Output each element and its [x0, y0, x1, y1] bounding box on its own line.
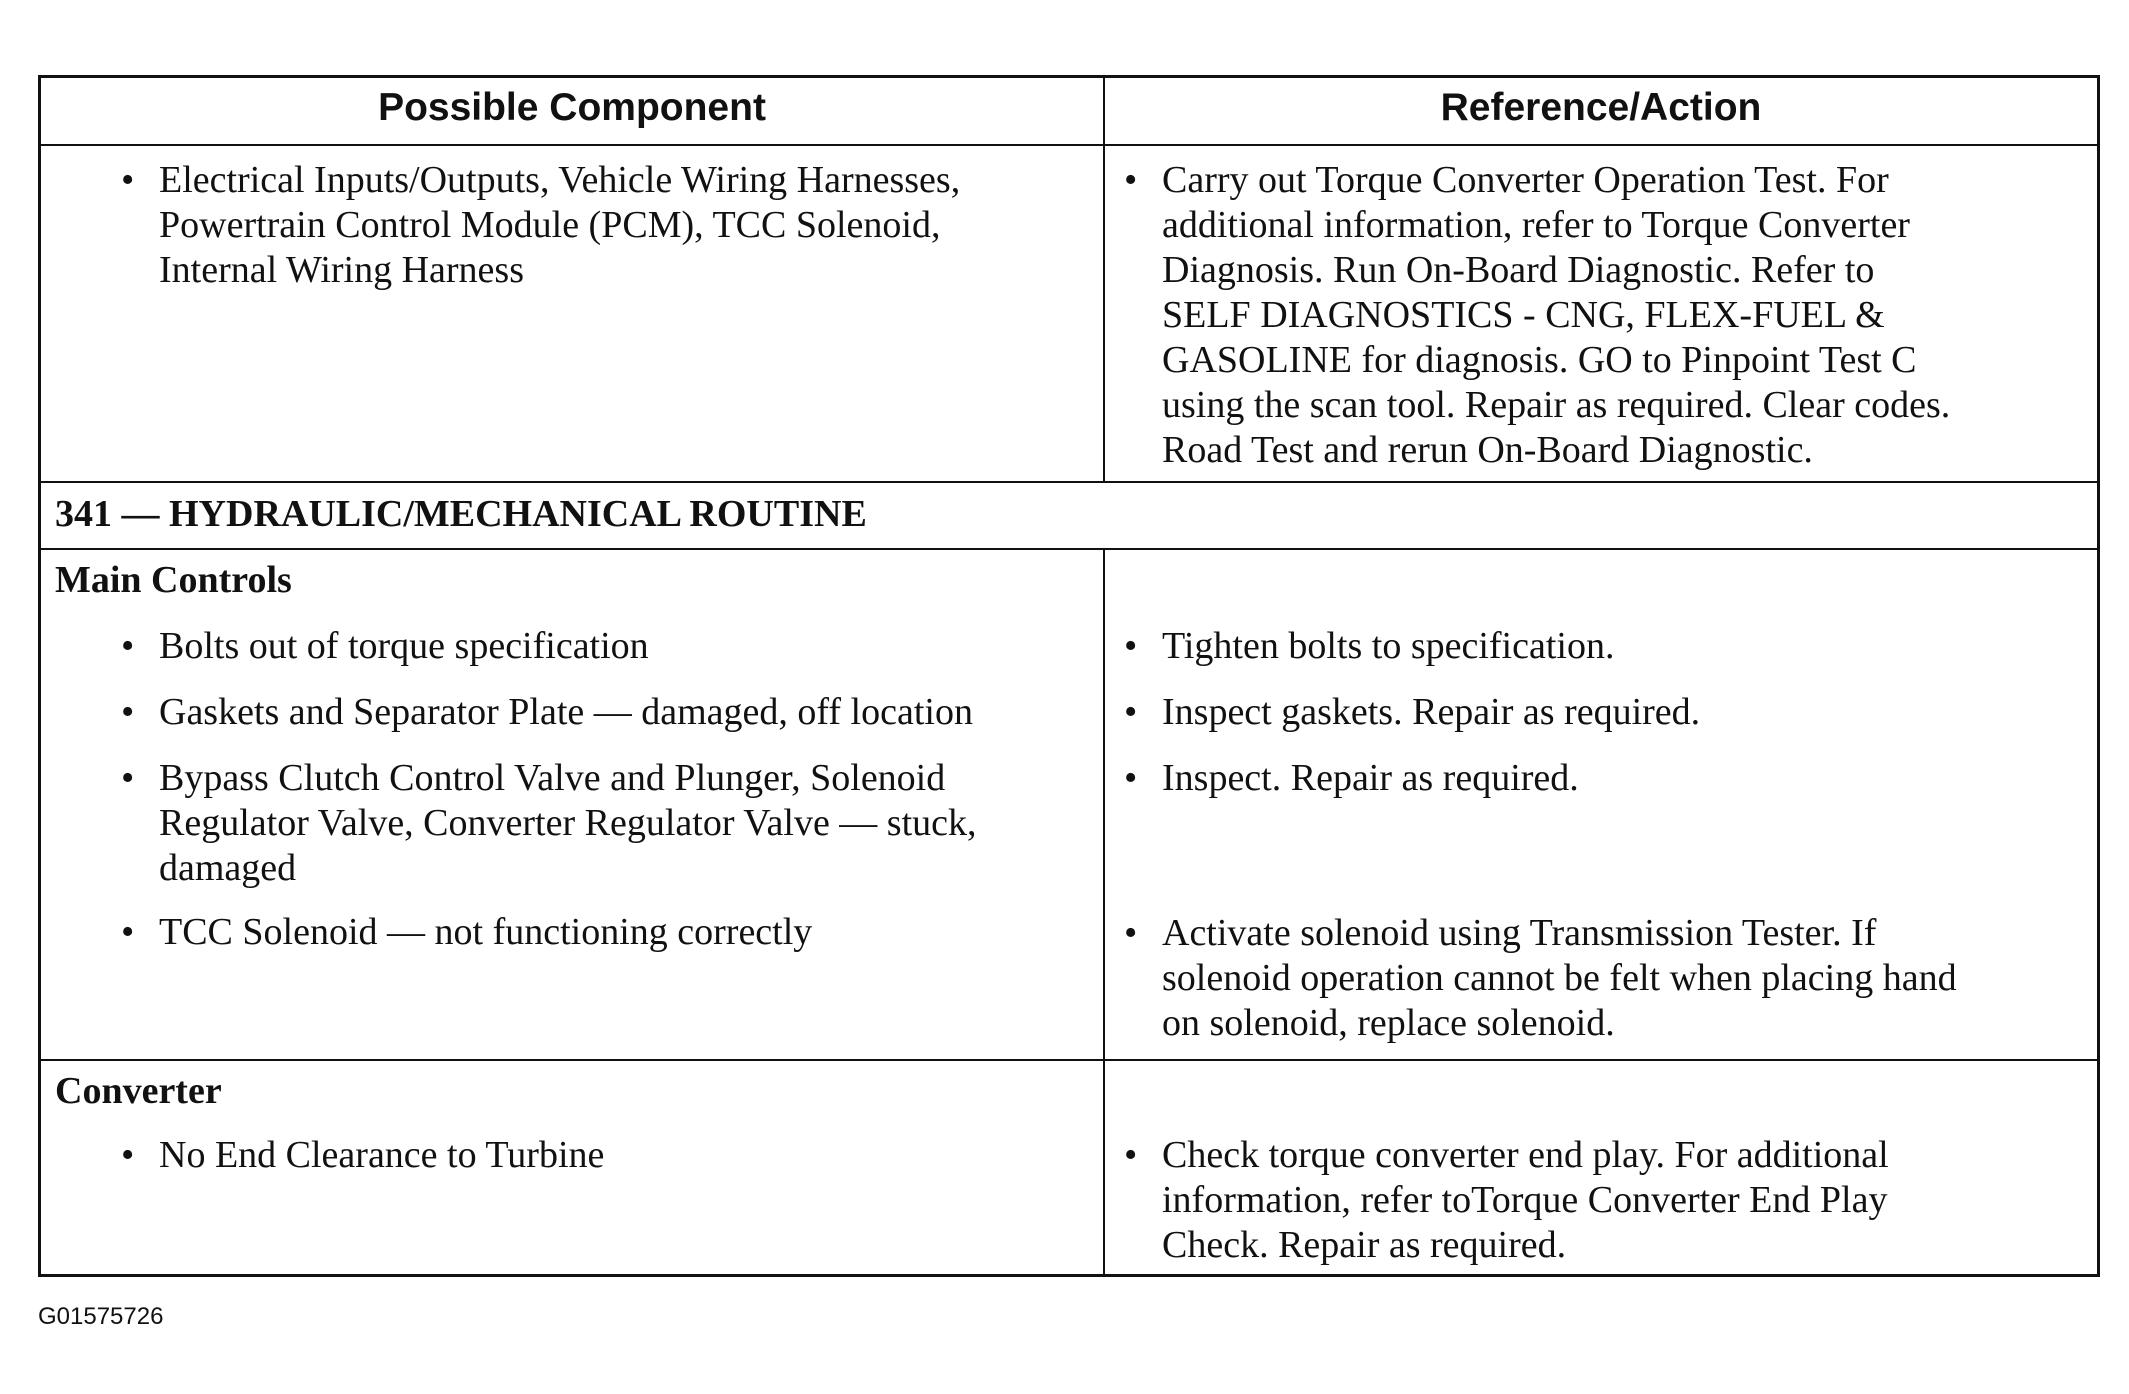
diagnostic-table: Possible Component Reference/Action 341 — HYDRAULIC/MECHANICAL ROUTINE Main Controls Converter • Electrical Inputs/Outputs, Vehicle Wiring Harnesses, Powertrain Control Module (PCM), TCC Solenoid, Internal Wiring Harness • Carry out Torque Converter Operation Test. For additional information, refer to Torque Converter Diagnosis. Run On-Board Diagnostic. Refer to SELF DIAGNOSTICS - CNG, FLEX-FUEL & GASOLINE for diagnosis. GO to Pinpoint Test C using the scan tool. Repair as required. Clear codes. Road Test and rerun On-Board Diagnostic. • Bolts out of torque specification • Tighten bolts to specification. • Gaskets and Separator Plate — damaged, off location • Inspect gaskets. Repair as required. • Bypass Clutch Control Valve and Plunger, Solenoid Regulator Valve, Converter Regulator Valve — stuck, damaged • Inspect. Repair as required. • TCC Solenoid — not functioning correctly • Activate solenoid using Transmission Tester. If solenoid operation cannot be felt when placing hand on solenoid, replace solenoid. • No End Clearance to Turbine • Check torque converter end play. For additional information, refer toTorque Converter End Play Check. Repair as required. [38, 75, 2100, 1277]
bullet-dot-icon: • [121, 625, 135, 667]
header-possible-component: Possible Component [378, 86, 766, 129]
bullet-dot-icon: • [1124, 757, 1138, 799]
bullet-dot-icon: • [1124, 159, 1138, 201]
bullet-dot-icon: • [121, 691, 135, 733]
header-left-cell [41, 78, 1105, 144]
bullet-dot-icon: • [121, 757, 135, 799]
converter-title: Converter [55, 1070, 222, 1112]
header-row [41, 78, 2097, 146]
bullet-dot-icon: • [1124, 1134, 1138, 1176]
bullet-dot-icon: • [1124, 691, 1138, 733]
header-reference-action: Reference/Action [1440, 86, 1762, 129]
bullet-dot-icon: • [1124, 625, 1138, 667]
section-341-title: 341 — HYDRAULIC/MECHANICAL ROUTINE [55, 493, 867, 535]
bullet-dot-icon: • [121, 159, 135, 201]
header-right-cell [1105, 78, 2097, 144]
main-controls-title: Main Controls [55, 559, 292, 601]
bullet-dot-icon: • [121, 1134, 135, 1176]
bullet-dot-icon: • [1124, 912, 1138, 954]
section-341-row [41, 483, 2097, 550]
bullet-dot-icon: • [121, 911, 135, 953]
figure-code: G01575726 [38, 1303, 164, 1330]
